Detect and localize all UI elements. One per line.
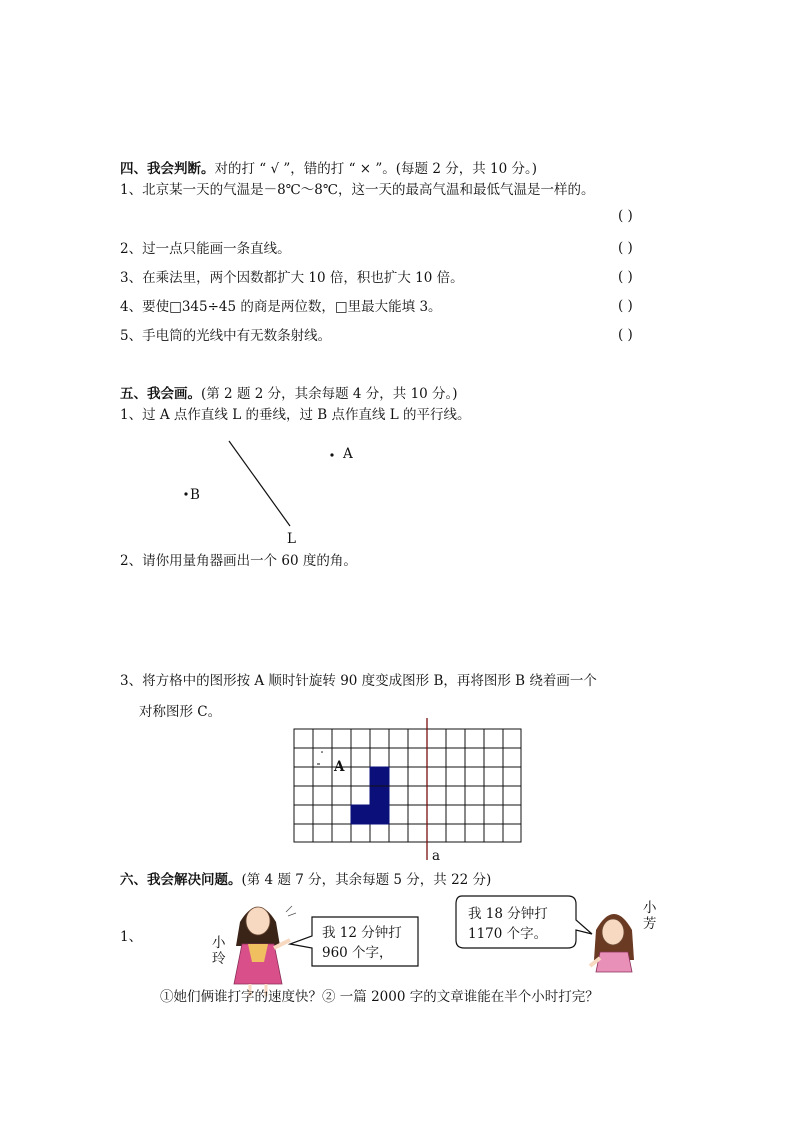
point-b-label: B	[190, 487, 200, 503]
draw-question-2: 2、请你用量角器画出一个 60 度的角。	[120, 553, 357, 569]
spark-icon	[286, 906, 296, 916]
problem-1-question: ①她们俩谁打字的速度快？② 一篇 2000 字的文章谁能在半个小时打完？	[160, 989, 599, 1005]
answer-blank-2[interactable]: ( )	[618, 240, 633, 256]
girl-right-figure	[590, 914, 634, 972]
line-l-label: L	[287, 531, 296, 547]
draw-question-3-line1: 3、将方格中的图形按 A 顺时针旋转 90 度变成图形 B，再将图形 B 绕着画一个	[120, 673, 597, 689]
bubble-right-line2: 1170 个字。	[468, 926, 548, 942]
grid-point-a-label: A	[334, 759, 345, 775]
section5-title-rest: (第 2 题 2 分，其余每题 4 分，共 10 分。)	[201, 386, 458, 402]
point-a-label: A	[343, 446, 353, 462]
name-left: 小玲	[212, 935, 226, 967]
problem-1-number: 1、	[120, 929, 143, 945]
judge-item-2: 2、过一点只能画一条直线。	[120, 241, 291, 257]
judge-item-5: 5、手电筒的光线中有无数条射线。	[120, 328, 332, 344]
section4-title-rest: 对的打 “ √ ”，错的打 “ × ”。(每题 2 分，共 10 分。)	[214, 161, 537, 177]
name-right: 小芳	[643, 900, 657, 932]
section6-title-bold: 六、我会解决问题。	[120, 872, 242, 888]
section4-title-bold: 四、我会判断。	[120, 161, 215, 177]
judge-item-1: 1、北京某一天的气温是－8℃～8℃，这一天的最高气温和最低气温是一样的。	[120, 182, 595, 198]
judge-item-3: 3、在乘法里，两个因数都扩大 10 倍，积也扩大 10 倍。	[120, 270, 464, 286]
bubble-left-line2: 960 个字，	[322, 945, 393, 961]
answer-blank-3[interactable]: ( )	[618, 269, 633, 285]
draw-question-3-line2: 对称图形 C。	[139, 704, 222, 720]
draw-question-1: 1、过 A 点作直线 L 的垂线，过 B 点作直线 L 的平行线。	[120, 407, 471, 423]
girl-left-figure	[234, 907, 290, 996]
section5-title-bold: 五、我会画。	[120, 386, 201, 402]
answer-blank-5[interactable]: ( )	[618, 327, 633, 343]
answer-blank-4[interactable]: ( )	[618, 298, 633, 314]
bubble-left-line1: 我 12 分钟打	[322, 925, 402, 941]
axis-a-label: a	[432, 848, 441, 864]
section6-title-rest: (第 4 题 7 分，其余每题 5 分，共 22 分)	[241, 872, 492, 888]
bubble-right-line1: 我 18 分钟打	[468, 906, 548, 922]
answer-blank-1[interactable]: ( )	[618, 208, 633, 224]
judge-item-4: 4、要使□345÷45 的商是两位数，□里最大能填 3。	[120, 299, 442, 315]
